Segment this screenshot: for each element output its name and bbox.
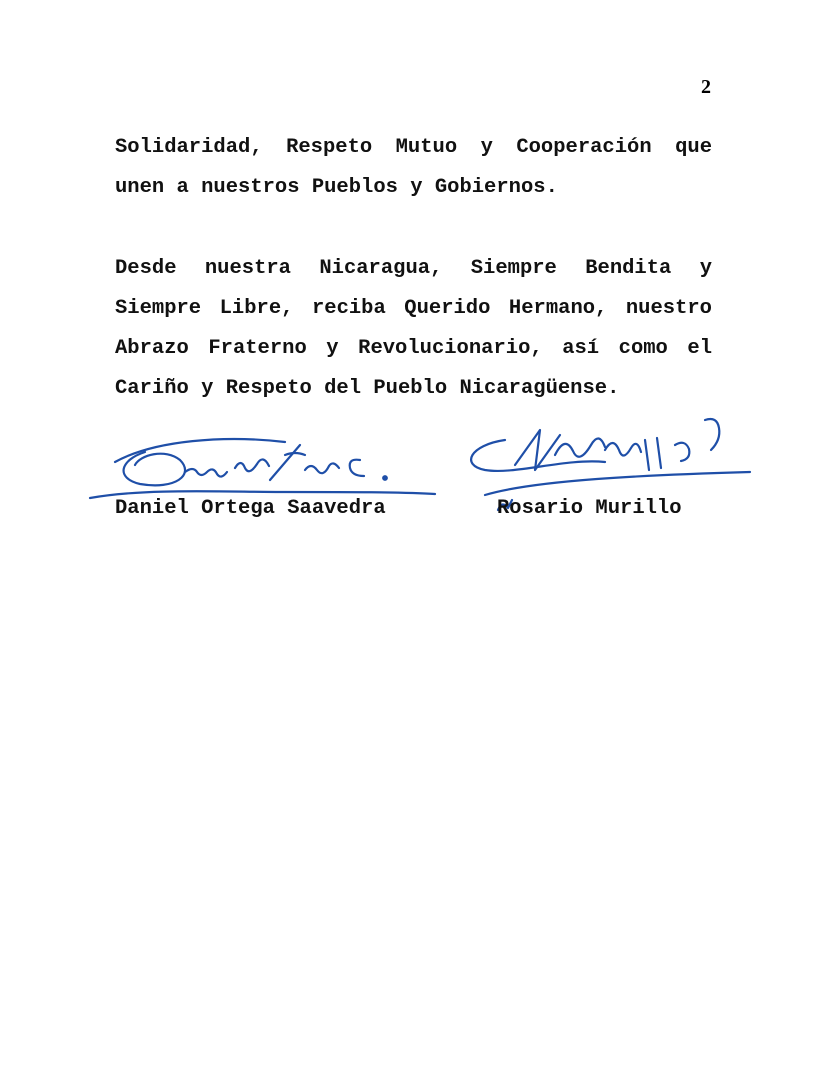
closing-paragraph-2 — [115, 249, 712, 409]
signatory-name-left: Daniel Ortega Saavedra — [115, 497, 386, 520]
signatory-name-right: Rosario Murillo — [497, 497, 682, 520]
text-line: Cariño y Respeto del Pueblo Nicaragüense. — [115, 377, 620, 400]
signature-left-icon — [90, 439, 435, 498]
page-number: 2 — [701, 76, 711, 98]
closing-paragraph-1 — [115, 128, 712, 208]
text-line: Siempre Libre, reciba Querido Hermano, nuestro — [115, 297, 712, 320]
text-line: Desde nuestra Nicaragua, Siempre Bendita y — [115, 257, 712, 280]
text-line: Solidaridad, Respeto Mutuo y Cooperación que — [115, 136, 712, 159]
text-line: unen a nuestros Pueblos y Gobiernos. — [115, 176, 558, 199]
text-line: Abrazo Fraterno y Revolucionario, así como el — [115, 337, 712, 360]
